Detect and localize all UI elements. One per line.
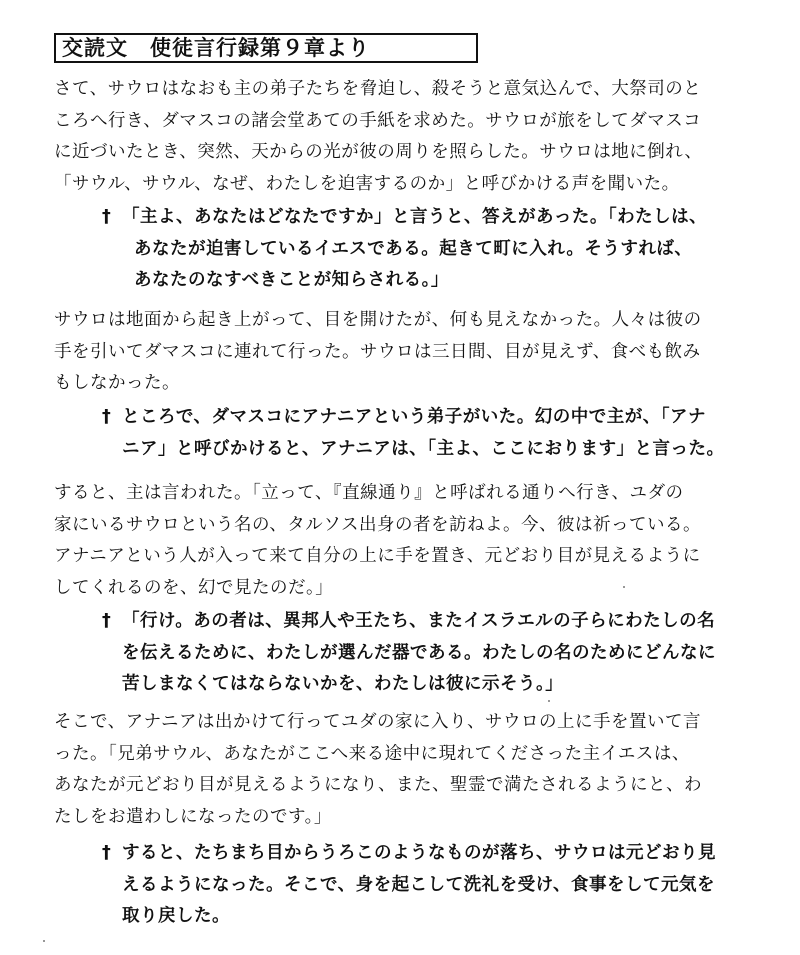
text-line <box>102 402 782 434</box>
narration-paragraph <box>54 74 770 200</box>
text-line: あなたが迫害しているイエスである。起きて町に入れ。そうすれば、 <box>134 238 693 259</box>
dagger-marker: † <box>102 207 112 227</box>
text-line <box>102 202 782 234</box>
text-line: 苦しまなくてはならないかを、わたしは彼に示そう。」 <box>122 674 564 694</box>
response-paragraph <box>102 838 782 933</box>
response-paragraph <box>102 202 782 297</box>
text-line: してくれるのを、幻で見たのだ。」 <box>54 577 334 598</box>
narration-paragraph <box>54 707 770 833</box>
response-paragraph <box>102 402 782 465</box>
text-line: すると、主は言われた。「立って、『直線通り』と呼ばれる通りへ行き、ユダの <box>54 483 684 503</box>
text-line: もしなかった。 <box>54 373 180 393</box>
scan-speck <box>548 700 550 702</box>
text-line: った。「兄弟サウル、あなたがここへ来る途中に現れてくださった主イエスは、 <box>54 743 690 764</box>
text-line: たしをお遣わしになったのです。」 <box>54 806 332 827</box>
text-line-content: すると、たちまち目からうろこのようなものが落ち、サウロは元どおり見 <box>122 843 716 863</box>
narration-paragraph <box>54 478 770 604</box>
text-line <box>102 606 782 638</box>
page-title: 交読文 使徒言行録第９章より <box>54 33 478 63</box>
text-line: アナニアという人が入って来て自分の上に手を置き、元どおり目が見えるように <box>54 546 701 566</box>
text-line: ころへ行き、ダマスコの諸会堂あての手紙を求めた。サウロが旅をしてダマスコ <box>54 110 702 131</box>
text-line-content: ところで、ダマスコにアナニアという弟子がいた。幻の中で主が、「アナ <box>122 407 707 427</box>
text-line: 取り戻した。 <box>122 906 230 926</box>
text-line: 手を引いてダマスコに連れて行った。サウロは三日間、目が見えず、食べも飲み <box>54 341 701 362</box>
text-line: あなたのなすべきことが知らされる。」 <box>134 270 449 290</box>
text-line: ニア」と呼びかけると、アナニアは、「主よ、ここにおります」と言った。 <box>122 438 725 459</box>
text-line: 家にいるサウロという名の、タルソス出身の者を訪ねよ。今、彼は祈っている。 <box>54 514 701 535</box>
text-line: えるようになった。そこで、身を起こして洗礼を受け、食事をして元気を <box>122 874 715 895</box>
text-line: に近づいたとき、突然、天からの光が彼の周りを照らした。サウロは地に倒れ、 <box>54 142 703 162</box>
dagger-marker: † <box>102 843 112 863</box>
dagger-marker: † <box>102 611 112 631</box>
text-line: 「サウル、サウル、なぜ、わたしを迫害するのか」と呼びかける声を聞いた。 <box>54 173 680 194</box>
text-line: さて、サウロはなおも主の弟子たちを脅迫し、殺そうと意気込んで、大祭司のと <box>54 79 702 99</box>
scan-speck <box>623 586 625 588</box>
response-paragraph <box>102 606 782 701</box>
text-line-content: 「行け。あの者は、異邦人や王たち、またイスラエルの子らにわたしの名 <box>122 611 716 631</box>
text-line-content: 「主よ、あなたはどなたですか」と言うと、答えがあった。「わたしは、 <box>122 207 708 227</box>
narration-paragraph <box>54 305 770 400</box>
scan-speck <box>43 940 45 942</box>
text-line <box>102 838 782 870</box>
text-line: あなたが元どおり目が見えるようになり、また、聖霊で満たされるようにと、わ <box>54 775 702 795</box>
text-line: を伝えるために、わたしが選んだ器である。わたしの名のためにどんなに <box>122 642 716 663</box>
text-line: そこで、アナニアは出かけて行ってユダの家に入り、サウロの上に手を置いて言 <box>54 712 701 732</box>
dagger-marker: † <box>102 407 112 427</box>
text-line: サウロは地面から起き上がって、目を開けたが、何も見えなかった。人々は彼の <box>54 310 702 330</box>
